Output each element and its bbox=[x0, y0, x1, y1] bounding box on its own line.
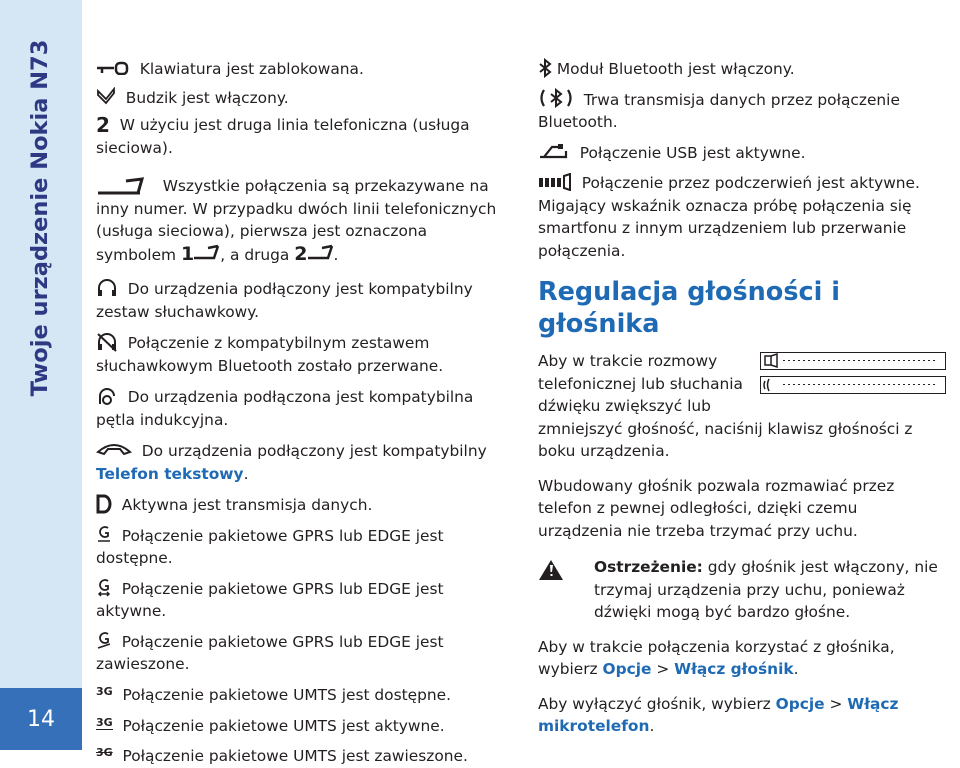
alarm-icon bbox=[96, 87, 116, 105]
loudspeaker-on-link[interactable]: Włącz głośnik bbox=[674, 660, 794, 678]
gprs-suspended-icon bbox=[96, 630, 112, 650]
list-item bbox=[96, 386, 506, 431]
volume-bar-icon bbox=[760, 352, 946, 370]
list-item bbox=[96, 114, 506, 159]
list-item-text: Połączenie pakietowe UMTS jest aktywne. bbox=[122, 716, 445, 735]
list-item bbox=[96, 715, 506, 738]
list-item-text: Klawiatura jest zablokowana. bbox=[139, 60, 364, 78]
list-item-text: Połączenie pakietowe UMTS jest dostępne. bbox=[122, 685, 451, 704]
section-heading: Regulacja głośności i głośnika bbox=[538, 277, 840, 339]
list-item-text: Do urządzenia podłączona jest kompatybilna pętla indukcyjna. bbox=[96, 388, 474, 429]
sidebar bbox=[0, 0, 82, 750]
data-call-icon bbox=[96, 494, 112, 514]
umts-suspended-icon: 3G bbox=[96, 746, 113, 760]
list-item-text: Budzik jest włączony. bbox=[125, 88, 289, 107]
umts-available-icon: 3G bbox=[96, 685, 113, 698]
list-item-text: Wszystkie połączenia są przekazywane na inny numer. W przypadku dwóch linii telefonicznych (usługa sieciowa), pierwsza jest oznaczona symbolem bbox=[96, 177, 497, 264]
list-item-text: Połączenie pakietowe UMTS jest zawieszone. bbox=[122, 747, 468, 765]
instruction-speaker-off: Aby wyłączyć głośnik, wybierz Opcje > Włącz mikrotelefon. bbox=[538, 694, 899, 735]
list-item bbox=[538, 172, 946, 262]
list-item-text: Połączenie przez podczerwień jest aktywne. bbox=[581, 174, 920, 192]
list-item bbox=[96, 278, 506, 323]
list-item-text: Połączenie pakietowe GPRS lub EDGE jest dostępne. bbox=[96, 526, 444, 568]
list-item bbox=[538, 89, 946, 134]
list-item bbox=[96, 684, 506, 707]
list-item-text: Połączenie USB jest aktywne. bbox=[579, 143, 806, 162]
list-item bbox=[96, 631, 506, 676]
options-link[interactable]: Opcje bbox=[602, 660, 652, 678]
infrared-icon bbox=[538, 173, 572, 191]
umts-active-icon: 3G bbox=[96, 715, 113, 729]
volume-text-a: Aby w trakcie rozmowy telefonicznej lub słuchania dźwięku zwiększyć lub bbox=[538, 352, 743, 415]
right-column bbox=[538, 58, 946, 738]
list-item bbox=[538, 58, 946, 81]
list-item-extra: Migający wskaźnik oznacza próbę połączenia się smartfonu z innym urządzeniem lub przerwanie połączenia. bbox=[538, 196, 912, 260]
volume-text-b: zmniejszyć głośność, naciśnij klawisz głośności z boku urządzenia. bbox=[538, 419, 913, 460]
chapter-title: Twoje urządzenie Nokia N73 bbox=[27, 39, 53, 397]
gprs-available-icon bbox=[96, 524, 112, 544]
instruction-speaker-on: Aby w trakcie połączenia korzystać z głośnika, wybierz Opcje > Włącz głośnik. bbox=[538, 637, 895, 678]
list-item-text: Trwa transmisja danych przez połączenie Bluetooth. bbox=[538, 90, 900, 131]
warning-icon bbox=[538, 556, 594, 589]
options-link[interactable]: Opcje bbox=[775, 694, 825, 713]
list-item: Do urządzenia podłączony jest kompatybilny Telefon tekstowy. bbox=[96, 442, 487, 483]
loopset-icon bbox=[96, 386, 118, 406]
bluetooth-transfer-icon bbox=[538, 88, 574, 108]
list-item bbox=[96, 87, 506, 110]
loudspeaker-paragraph: Wbudowany głośnik pozwala rozmawiać przez telefon z pewnej odległości, dzięki czemu urządzenia nie trzeba trzymać przy uchu. bbox=[538, 476, 895, 540]
list-item bbox=[96, 494, 506, 517]
list-item-text: W użyciu jest druga linia telefoniczna (usługa sieciowa). bbox=[96, 116, 470, 157]
gprs-active-icon bbox=[96, 577, 112, 597]
warning-text: Ostrzeżenie: gdy głośnik jest włączony, nie trzymaj urządzenia przy uchu, ponieważ dźwięki mogą być bardzo głośne. bbox=[594, 558, 938, 621]
line-one-divert-icon: 1 bbox=[181, 242, 220, 267]
list-item-text: Do urządzenia podłączony jest kompatybilny zestaw słuchawkowy. bbox=[96, 280, 473, 321]
list-item bbox=[96, 58, 506, 81]
headset-icon bbox=[96, 278, 118, 298]
volume-paragraph bbox=[538, 350, 946, 418]
list-item-text: Połączenie pakietowe GPRS lub EDGE jest zawieszone. bbox=[96, 632, 444, 674]
left-column bbox=[96, 58, 506, 768]
list-item-text: Połączenie pakietowe GPRS lub EDGE jest aktywne. bbox=[96, 579, 444, 621]
page-number: 14 bbox=[0, 688, 82, 750]
line-two-divert-icon: 2 bbox=[294, 242, 333, 267]
list-item-text: Aktywna jest transmisja danych. bbox=[121, 496, 373, 515]
bluetooth-icon bbox=[538, 58, 552, 78]
handset-on-link[interactable]: Włącz mikrotelefon bbox=[538, 694, 899, 735]
call-divert-icon bbox=[96, 175, 148, 195]
second-line-icon: 2 bbox=[96, 113, 110, 138]
tty-icon bbox=[96, 442, 132, 458]
list-item bbox=[96, 332, 506, 377]
list-item bbox=[96, 745, 506, 768]
list-item bbox=[96, 578, 506, 623]
list-item: Wszystkie połączenia są przekazywane na inny numer. W przypadku dwóch linii telefonicznych (usługa sieciowa), pierwsza jest oznaczona symbolem 1 , a druga 2 . bbox=[96, 175, 506, 267]
warning-block bbox=[538, 556, 946, 624]
list-item bbox=[96, 525, 506, 570]
list-item bbox=[538, 142, 946, 165]
list-item-text: Moduł Bluetooth jest włączony. bbox=[556, 60, 795, 78]
usb-icon bbox=[538, 141, 570, 161]
keypad-lock-icon bbox=[96, 61, 130, 75]
list-item-text: Do urządzenia podłączony jest kompatybilny bbox=[141, 442, 487, 461]
tty-link[interactable]: Telefon tekstowy bbox=[96, 464, 244, 483]
list-item-text: Połączenie z kompatybilnym zestawem słuchawkowym Bluetooth zostało przerwane. bbox=[96, 334, 444, 375]
volume-icons bbox=[760, 350, 946, 400]
headset-lost-icon bbox=[96, 332, 118, 352]
loudspeaker-bar-icon bbox=[760, 376, 946, 394]
